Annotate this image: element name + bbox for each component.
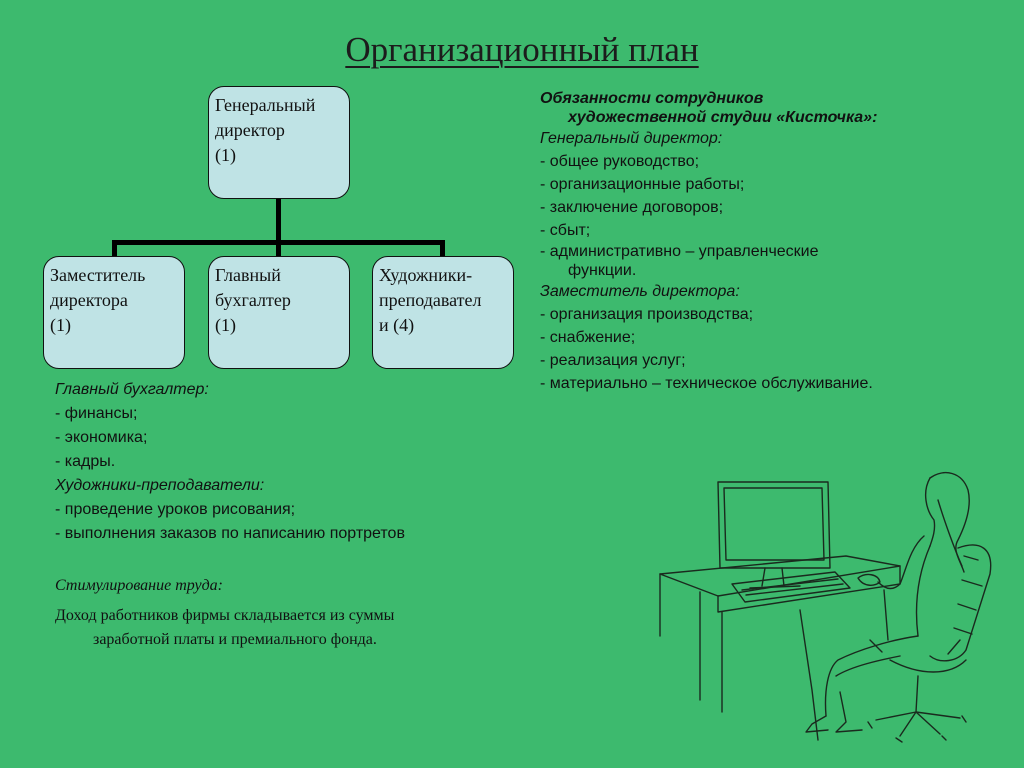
stimulus-line-2: заработной платы и премиального фонда. <box>93 631 377 648</box>
artists-title: Художники-преподаватели: <box>55 477 265 494</box>
stimulus-line-1: Доход работников фирмы складывается из суммы <box>55 607 395 624</box>
duty-item: - кадры. <box>55 453 116 470</box>
computer-user-sketch-icon <box>650 455 1010 755</box>
duty-item: - выполнения заказов по написанию портретов <box>55 525 405 542</box>
page-title: Организационный план <box>345 30 699 69</box>
duty-item: - административно – управленческие <box>540 243 819 260</box>
duty-item: - организация производства; <box>540 306 754 323</box>
connector-root-down <box>276 198 281 242</box>
stimulus-block <box>55 574 394 652</box>
duty-item: - экономика; <box>55 429 148 446</box>
duties-right-column <box>540 89 877 395</box>
duty-item: - заключение договоров; <box>540 199 724 216</box>
org-node-chief-accountant: Главный бухгалтер (1) <box>208 256 350 369</box>
duty-item: - общее руководство; <box>540 153 700 170</box>
duty-item: - сбыт; <box>540 222 591 239</box>
duty-item: - организационные работы; <box>540 176 745 193</box>
duties-heading-2: художественной студии «Кисточка»: <box>568 109 878 126</box>
duty-item: - проведение уроков рисования; <box>55 501 296 518</box>
duty-item: функции. <box>568 262 637 279</box>
duties-left-column <box>55 378 405 546</box>
deputy-title: Заместитель директора: <box>540 283 740 300</box>
general-director-title: Генеральный директор: <box>540 130 723 147</box>
duty-item: - реализация услуг; <box>540 352 686 369</box>
stimulus-title: Стимулирование труда: <box>55 577 224 594</box>
accountant-title: Главный бухгалтер: <box>55 381 209 398</box>
org-node-deputy-director: Заместитель директора (1) <box>43 256 185 369</box>
duty-item: - финансы; <box>55 405 138 422</box>
duty-item: - материально – техническое обслуживание. <box>540 375 873 392</box>
org-node-general-director: Генеральный директор (1) <box>208 86 350 199</box>
org-node-artists-teachers: Художники- преподавател и (4) <box>372 256 514 369</box>
duty-item: - снабжение; <box>540 329 636 346</box>
duties-heading: Обязанности сотрудников <box>540 90 764 107</box>
